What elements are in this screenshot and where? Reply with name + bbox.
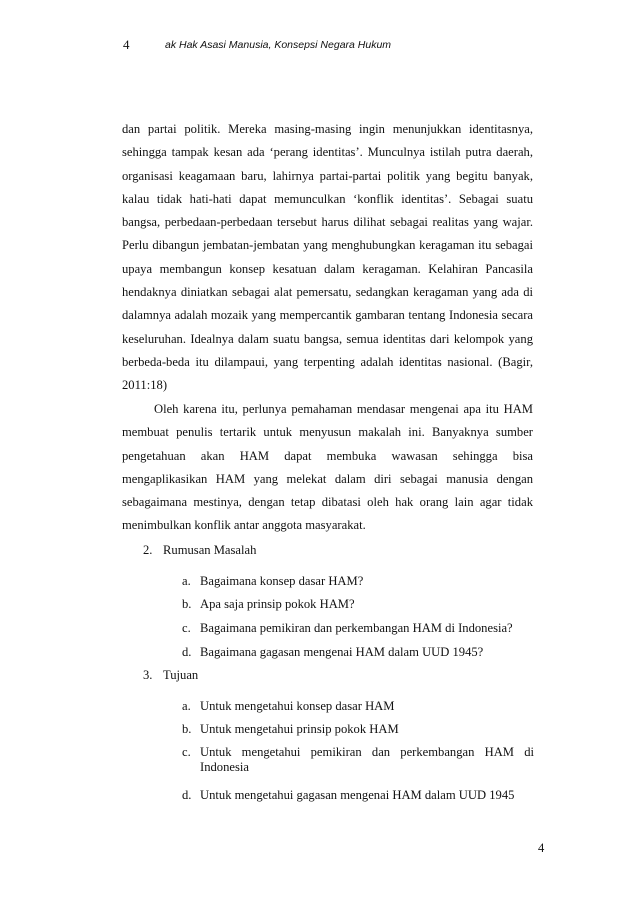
section-heading-rumusan-masalah <box>143 543 256 558</box>
list-item <box>182 574 534 589</box>
header-page-number: 4 <box>123 37 130 52</box>
paragraph-line: berbeda-beda itu dilampaui, yang terpenting adalah identitas nasional. (Bagir, <box>122 354 533 369</box>
list-item-text: Untuk mengetahui prinsip pokok HAM <box>200 722 399 736</box>
paragraph-line: dan partai politik. Mereka masing-masing ingin menunjukkan identitasnya, <box>122 122 533 136</box>
section-title: Rumusan Masalah <box>163 543 257 557</box>
paragraph-line: pengetahuan akan HAM dapat membuka wawasan sehingga bisa <box>122 448 533 463</box>
list-marker: c. <box>182 745 191 759</box>
paragraph-line: bangsa, perbedaan-perbedaan tersebut harus dilihat sebagai realitas yang wajar. <box>122 215 533 230</box>
list-marker: a. <box>182 574 191 588</box>
list-item <box>182 645 534 660</box>
list-item-text-continued: Indonesia <box>200 760 249 774</box>
list-marker: c. <box>182 621 191 635</box>
section-heading-tujuan <box>143 668 198 683</box>
section-number: 3. <box>143 668 153 682</box>
paragraph-line: upaya membangun konsep kesatuan dalam keragaman. Kelahiran Pancasila <box>122 261 533 276</box>
paragraph-line: hendaknya diniatkan sebagai alat pemersatu, sedangkan keragaman yang ada di <box>122 285 533 300</box>
paragraph-line: keseluruhan. Idealnya dalam suatu bangsa, semua identitas dari kelompok yang <box>122 331 533 346</box>
list-item-text: Untuk mengetahui pemikiran dan perkembangan HAM di <box>200 745 534 759</box>
paragraph-line: dalamnya adalah mozaik yang mempercantik gambaran tentang Indonesia secara <box>122 308 533 323</box>
list-item <box>182 621 534 636</box>
paragraph-line: membuat penulis tertarik untuk menyusun makalah ini. Banyaknya sumber <box>122 425 533 440</box>
paragraph-2 <box>122 398 533 538</box>
list-item-text: Apa saja prinsip pokok HAM? <box>200 597 355 611</box>
list-item-text: Bagaimana gagasan mengenai HAM dalam UUD 1945? <box>200 645 484 659</box>
paragraph-line: menimbulkan konflik antar anggota masyarakat. <box>122 518 366 533</box>
paragraph-line: 2011:18) <box>122 378 168 393</box>
paragraph-line: organisasi keagamaan baru, lahirnya partai-partai politik yang begitu banyak, <box>122 168 533 183</box>
running-header-title: ak Hak Asasi Manusia, Konsepsi Negara Hukum <box>165 39 392 51</box>
list-item-text: Untuk mengetahui gagasan mengenai HAM dalam UUD 1945 <box>200 788 515 802</box>
list-marker: d. <box>182 645 192 659</box>
list-item-text: Untuk mengetahui konsep dasar HAM <box>200 699 395 713</box>
footer-page-number: 4 <box>538 841 545 855</box>
list-marker: a. <box>182 699 191 713</box>
list-marker: b. <box>182 597 192 611</box>
section-title: Tujuan <box>163 668 199 682</box>
paragraph-line: Oleh karena itu, perlunya pemahaman mendasar mengenai apa itu HAM <box>154 402 533 416</box>
list-item <box>182 699 534 714</box>
paragraph-1 <box>122 118 533 398</box>
list-item <box>182 745 534 775</box>
list-item-text: Bagaimana pemikiran dan perkembangan HAM di Indonesia? <box>200 621 513 635</box>
list-item-text: Bagaimana konsep dasar HAM? <box>200 574 364 588</box>
paragraph-line: kalau tidak hati-hati dapat memunculkan ‘konflik identitas’. Sebagai suatu <box>122 191 533 206</box>
paragraph-line: sebagaimana mestinya, dengan tetap dibatasi oleh hak orang lain agar tidak <box>122 495 533 510</box>
list-item <box>182 722 534 737</box>
paragraph-line: sehingga tampak kesan ada ‘perang identitas’. Munculnya istilah putra daerah, <box>122 145 533 160</box>
section-number: 2. <box>143 543 153 557</box>
list-item <box>182 597 534 612</box>
list-item <box>182 788 534 803</box>
paragraph-line: mengaplikasikan HAM yang melekat dalam diri sebagai manusia dengan <box>122 471 533 486</box>
list-marker: d. <box>182 788 192 802</box>
list-marker: b. <box>182 722 192 736</box>
paragraph-line: Perlu dibangun jembatan-jembatan yang menghubungkan keragaman itu sebagai <box>122 238 533 253</box>
